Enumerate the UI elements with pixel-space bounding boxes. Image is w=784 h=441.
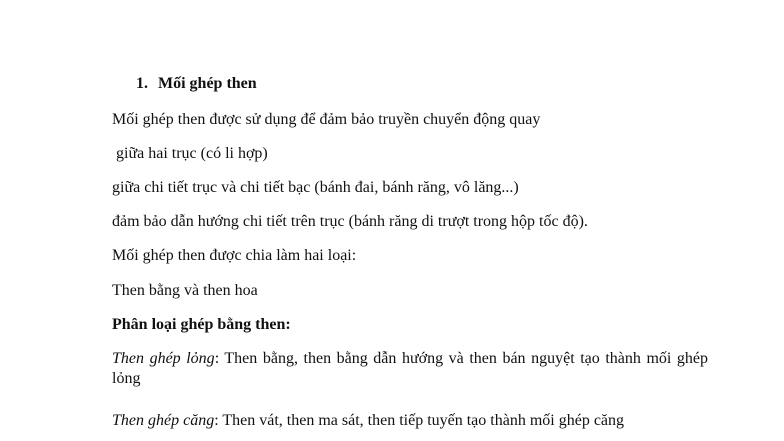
paragraph-2: giữa hai trục (có li hợp) — [112, 145, 268, 162]
paragraph-3: giữa chi tiết trục và chi tiết bạc (bánh đai, bánh răng, vô lăng...) — [112, 179, 519, 196]
tight-joint-paragraph — [112, 411, 624, 431]
loose-joint-paragraph — [112, 349, 708, 389]
classification-title: Phân loại ghép bằng then: — [112, 316, 291, 333]
section-number: 1. — [136, 75, 148, 92]
paragraph-1: Mối ghép then được sử dụng để đảm bảo truyền chuyển động quay — [112, 111, 541, 128]
loose-joint-term: Then ghép lỏng — [112, 350, 215, 367]
tight-joint-text: : Then vát, then ma sát, then tiếp tuyến tạo thành mối ghép căng — [214, 412, 625, 429]
paragraph-4: đảm bảo dẫn hướng chi tiết trên trục (bánh răng di trượt trong hộp tốc độ). — [112, 213, 588, 230]
paragraph-6: Then bằng và then hoa — [112, 282, 258, 299]
loose-joint-text: : Then bằng, then bằng dẫn hướng và then bán nguyệt tạo thành mối ghép lỏng — [112, 350, 709, 387]
paragraph-5: Mối ghép then được chia làm hai loại: — [112, 247, 357, 264]
section-title: Mối ghép then — [158, 75, 257, 92]
tight-joint-term: Then ghép căng — [112, 412, 215, 429]
section-heading — [136, 74, 257, 94]
